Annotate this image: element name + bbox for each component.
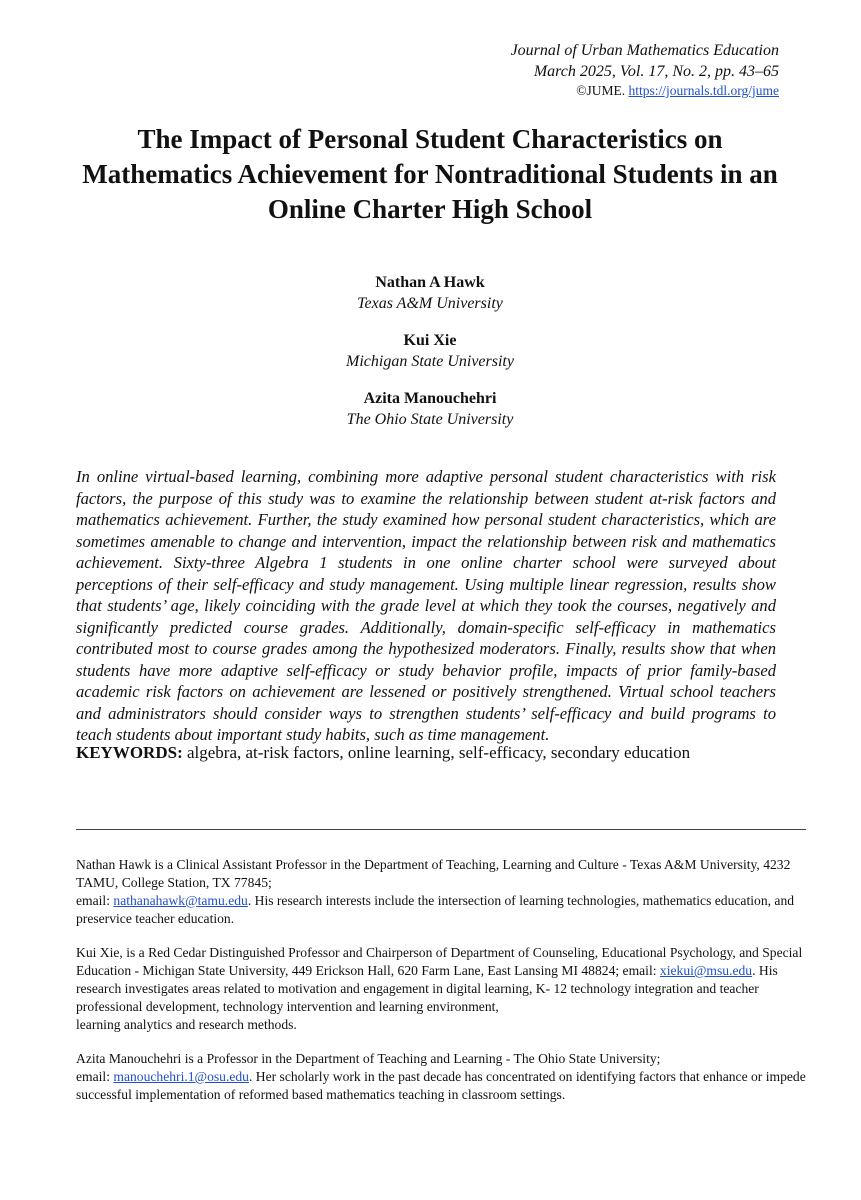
author-block bbox=[80, 388, 780, 430]
author-affiliation: The Ohio State University bbox=[346, 411, 514, 428]
author-name: Nathan A Hawk bbox=[375, 274, 485, 291]
note-lead: Azita Manouchehri is a Professor in the Department of Teaching and Learning - The Ohio State University; bbox=[76, 1051, 661, 1066]
note-email-label: email: bbox=[76, 893, 110, 908]
author-name: Kui Xie bbox=[403, 332, 457, 349]
journal-url-link[interactable]: https://journals.tdl.org/jume bbox=[628, 83, 779, 98]
journal-header bbox=[511, 40, 779, 100]
note-lead: Nathan Hawk is a Clinical Assistant Professor in the Department of Teaching, Learning and Culture - Texas A&M University, 4232 TAMU, College Station, TX 77845; bbox=[76, 857, 791, 890]
note-rest: . His research interests include the intersection of learning technologies, mathematics education, and preservice teacher education. bbox=[76, 893, 795, 926]
author-list bbox=[80, 272, 780, 446]
keywords-line bbox=[76, 742, 786, 764]
footnote-divider bbox=[76, 829, 806, 830]
note-rest: . His research investigates areas related to motivation and engagement in digital learning, K- 12 technology integration and teacher professional development, technology intervention and learning environment, bbox=[76, 963, 778, 1014]
author-affiliation: Michigan State University bbox=[346, 353, 514, 370]
note-email-label: email: bbox=[76, 1069, 110, 1084]
journal-copyright-line bbox=[511, 82, 779, 100]
author-note bbox=[76, 856, 806, 928]
keywords-label: KEYWORDS: bbox=[76, 743, 183, 762]
email-link[interactable]: manouchehri.1@osu.edu bbox=[113, 1069, 249, 1084]
note-tail: learning analytics and research methods. bbox=[76, 1017, 297, 1032]
note-lead: Kui Xie, is a Red Cedar Distinguished Professor and Chairperson of Department of Counseling, Educational Psychology, and Special Education - Michigan State University, 449 Erickson Hall, 620 Farm Lane, East Lansing MI 48824; email: bbox=[76, 945, 803, 978]
author-block bbox=[80, 272, 780, 314]
journal-name: Journal of Urban Mathematics Education bbox=[510, 42, 779, 59]
journal-issue: March 2025, Vol. 17, No. 2, pp. 43–65 bbox=[533, 63, 779, 80]
author-affiliation: Texas A&M University bbox=[357, 295, 503, 312]
abstract: In online virtual-based learning, combining more adaptive personal student characteristics with risk factors, the purpose of this study was to examine the relationship between student at-risk factors and mathematics achievement. Further, the study examined how personal student characteristics, which are sometimes amenable to change and intervention, impact the relationship between risk and mathematics achievement. Sixty-three Algebra 1 students in one online charter school were surveyed about perceptions of their self-efficacy and study management. Using multiple linear regression, results show that students’ age, likely coinciding with the grade level at which they took the courses, negatively and significantly predicted course grades. Additionally, domain-specific self-efficacy in mathematics contributed most to course grades among the hypothesized moderators. Finally, results show that when students have more adaptive self-efficacy or study behavior profile, impacts of prior family-based academic risk factors on achievement are lessened or positively strengthened. Virtual school teachers and administrators should consider ways to strengthen students’ self-efficacy and build programs to teach students about important study habits, such as time management. bbox=[76, 467, 776, 744]
paper-title: The Impact of Personal Student Characteristics on Mathematics Achievement for Nontraditional Students in an Online Charter High School bbox=[82, 124, 778, 224]
note-rest: . Her scholarly work in the past decade has concentrated on identifying factors that enhance or impede successful implementation of reformed based mathematics teaching in classroom settings. bbox=[76, 1069, 806, 1102]
author-note bbox=[76, 944, 806, 1034]
author-name: Azita Manouchehri bbox=[363, 390, 497, 407]
author-block bbox=[80, 330, 780, 372]
author-notes bbox=[76, 856, 806, 1120]
author-note bbox=[76, 1050, 806, 1104]
email-link[interactable]: nathanahawk@tamu.edu bbox=[113, 893, 248, 908]
keywords-text: algebra, at-risk factors, online learning, self-efficacy, secondary education bbox=[186, 743, 691, 762]
email-link[interactable]: xiekui@msu.edu bbox=[659, 963, 753, 978]
copyright-text: ©JUME. bbox=[576, 83, 626, 98]
